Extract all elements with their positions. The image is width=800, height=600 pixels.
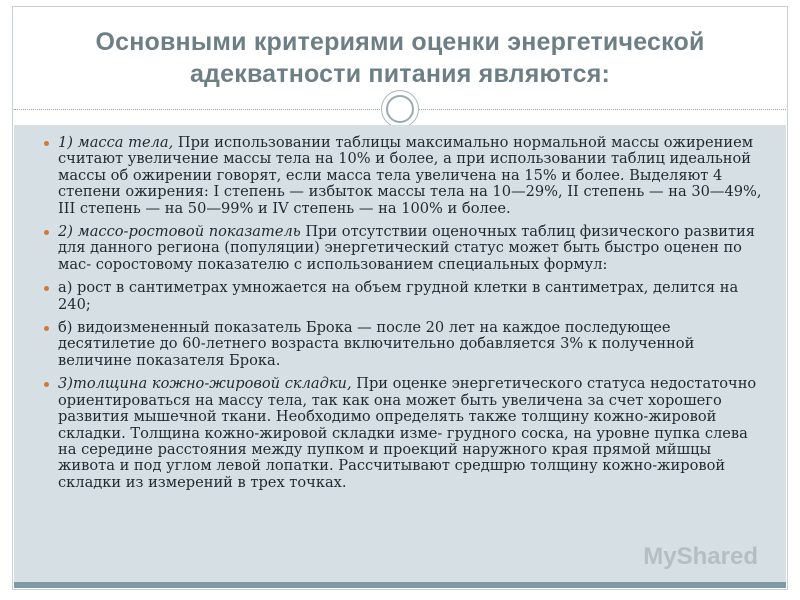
watermark-logo: MyShared [643, 543, 758, 570]
title-line-2: адекватности питания являются: [189, 60, 611, 88]
list-item [58, 224, 764, 273]
item-text: б) видоизмененный показатель Брока — после 20 лет на каждое последующее десятилетие до 60-летнего возраста включительно добавляется 3% к полученной величине показателя Брока. [58, 319, 695, 369]
item-text: При оценке энергетического статуса недостаточно ориентироваться на массу тела, так как она может быть увеличена за счет хорошего развития мышечной ткани. Необходимо определять также толщину кожно-жировой складки. Толщина кожно-жировой складки изме- грудного соска, на уровне пупка слева на середине расстояния между пупком и проекций наружного края прямой мйшцы живота и под углом левой лопатки. Рассчитывают средшрю толщину кожно-жировой складки из измерений в трех точках. [58, 375, 757, 491]
title-line-1: Основными критериями оценки энергетической [95, 28, 705, 56]
list-item [58, 280, 764, 313]
item-lead: 1) масса тела, [58, 134, 174, 151]
item-text: При отсутствии оценочных таблиц физического развития для данного региона (популяции) энергетический статус может быть быстро оценен по мас- соростовому показателю с использованием специальных формул: [58, 223, 756, 273]
item-text: При использовании таблицы максимально нормальной массы ожирением считают увеличение массы тела на 10% и более, а при использовании таблиц идеальной массы об ожирении говорят, если масса тела увеличена на 15% и более. Выделяют 4 степени ожирения: I степень — избыток массы тела на 10—29%, II степень — на 30—49%, III степень — на 50—99% и IV степень — на 100% и более. [58, 134, 762, 217]
bottom-accent-bar [14, 582, 786, 588]
ring-ornament-icon [381, 90, 419, 128]
list-item [58, 135, 764, 217]
bullet-list [14, 125, 786, 491]
item-lead: 3)толщина кожно-жировой складки, [58, 375, 352, 393]
item-lead: 2) массо-ростовой показатель [58, 223, 301, 241]
item-text: а) рост в сантиметрах умножается на объем грудной клетки в сантиметрах, делится на 240; [58, 279, 739, 313]
content-panel [14, 125, 786, 587]
list-item [58, 376, 764, 491]
list-item [58, 320, 764, 369]
